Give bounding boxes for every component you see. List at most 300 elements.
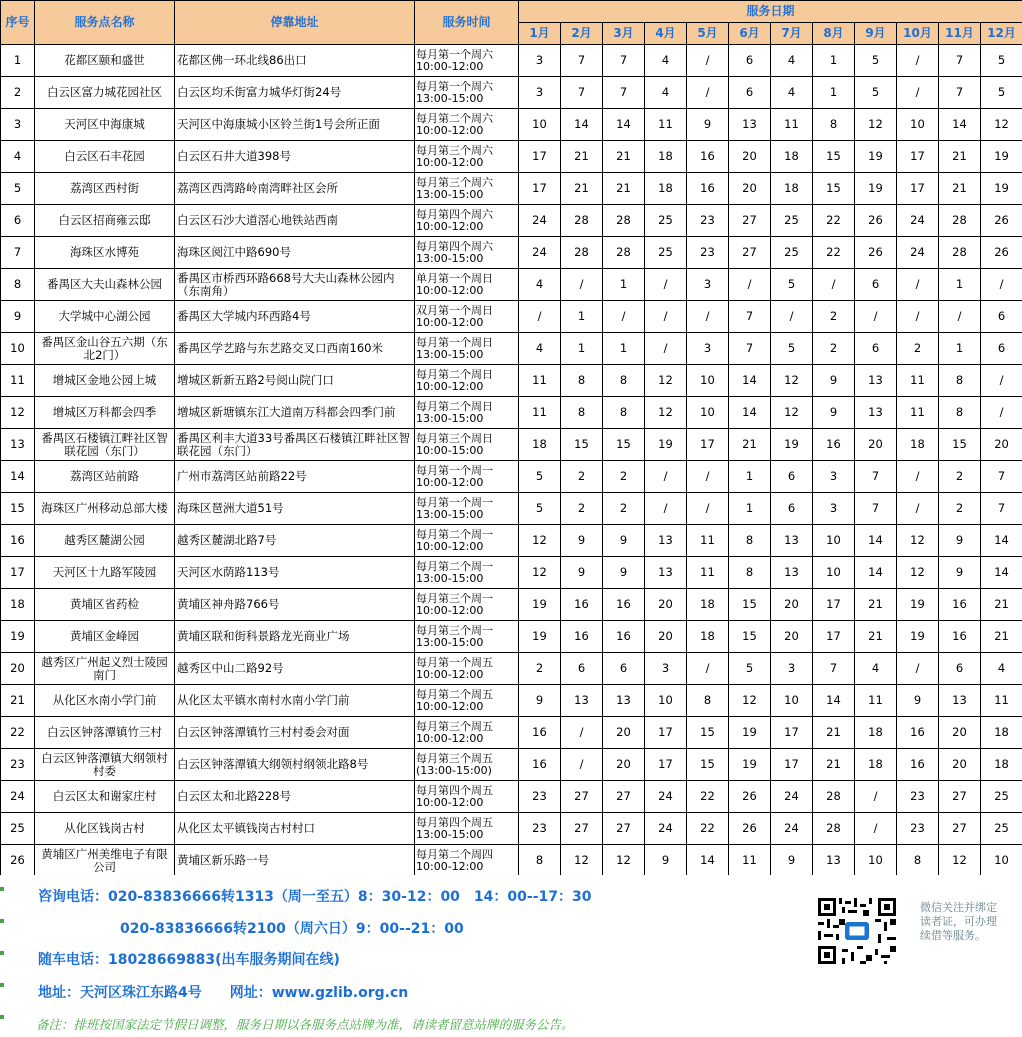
service-date-cell: 24 — [519, 205, 561, 237]
service-time: 每月第三个周一 10:00-12:00 — [415, 589, 519, 621]
row-seq: 4 — [1, 141, 35, 173]
service-date-cell: 28 — [939, 237, 981, 269]
service-date-cell: 27 — [561, 813, 603, 845]
service-date-cell: 13 — [603, 685, 645, 717]
service-date-cell: 13 — [771, 557, 813, 589]
service-date-cell: 21 — [813, 717, 855, 749]
header-address: 停靠地址 — [175, 1, 415, 45]
footer-info — [0, 875, 1022, 1037]
service-date-cell: 27 — [729, 237, 771, 269]
service-time: 每月第二个周日 10:00-12:00 — [415, 365, 519, 397]
consult-phone-weekend: 020-83836666转2100（周六日）9：00--21：00 — [120, 921, 464, 937]
service-date-cell: 23 — [897, 781, 939, 813]
service-date-cell: 12 — [519, 557, 561, 589]
table-row — [1, 493, 1022, 525]
bus-phone-label: 随车电话： — [38, 952, 108, 968]
station-name: 天河区中海康城 — [35, 109, 175, 141]
service-date-cell: 14 — [687, 845, 729, 877]
service-date-cell: 12 — [645, 365, 687, 397]
service-date-cell: 18 — [897, 429, 939, 461]
service-date-cell: 17 — [897, 141, 939, 173]
service-date-cell: 25 — [645, 237, 687, 269]
service-date-cell: 16 — [687, 173, 729, 205]
service-date-cell: 24 — [897, 237, 939, 269]
service-date-cell: 2 — [813, 301, 855, 333]
service-date-cell: 11 — [519, 365, 561, 397]
service-date-cell: 6 — [729, 45, 771, 77]
service-date-cell: 15 — [729, 589, 771, 621]
service-date-cell: 19 — [729, 717, 771, 749]
service-date-cell: 16 — [897, 749, 939, 781]
service-date-cell: 28 — [813, 813, 855, 845]
service-date-cell: 10 — [813, 557, 855, 589]
service-date-cell: 9 — [687, 109, 729, 141]
service-time: 每月第三个周六 13:00-15:00 — [415, 173, 519, 205]
service-date-cell: 7 — [603, 45, 645, 77]
service-date-cell: 27 — [561, 781, 603, 813]
bus-phone-line — [38, 949, 340, 969]
service-date-cell: 17 — [645, 717, 687, 749]
service-date-cell: 1 — [939, 333, 981, 365]
service-date-cell: 12 — [897, 525, 939, 557]
service-date-cell: 3 — [645, 653, 687, 685]
stop-address: 从化区太平镇水南村水南小学门前 — [175, 685, 415, 717]
station-name: 海珠区广州移动总部大楼 — [35, 493, 175, 525]
row-seq: 5 — [1, 173, 35, 205]
website-label: 网址： — [229, 985, 272, 1001]
service-date-cell: 13 — [939, 685, 981, 717]
station-name: 白云区富力城花园社区 — [35, 77, 175, 109]
stop-address: 从化区太平镇钱岗古村村口 — [175, 813, 415, 845]
service-date-cell: 7 — [855, 461, 897, 493]
service-date-cell: 3 — [519, 77, 561, 109]
service-date-cell: 26 — [855, 205, 897, 237]
service-date-cell: 17 — [519, 173, 561, 205]
green-mark — [0, 919, 4, 923]
service-date-cell: / — [939, 301, 981, 333]
service-date-cell: 14 — [855, 525, 897, 557]
service-date-cell: / — [897, 461, 939, 493]
service-date-cell: 15 — [729, 621, 771, 653]
header-seq: 序号 — [1, 1, 35, 45]
qr-code-icon — [818, 898, 896, 964]
service-date-cell: 9 — [645, 845, 687, 877]
service-date-cell: 10 — [645, 685, 687, 717]
stop-address: 越秀区麓湖北路7号 — [175, 525, 415, 557]
service-time: 每月第一个周日 13:00-15:00 — [415, 333, 519, 365]
service-date-cell: 14 — [855, 557, 897, 589]
header-month: 3月 — [603, 23, 645, 45]
service-date-cell: / — [687, 461, 729, 493]
stop-address: 越秀区中山二路92号 — [175, 653, 415, 685]
service-date-cell: 6 — [855, 269, 897, 301]
service-date-cell: 5 — [855, 77, 897, 109]
service-date-cell: 20 — [729, 173, 771, 205]
table-row — [1, 237, 1022, 269]
service-date-cell: 8 — [603, 365, 645, 397]
service-date-cell: / — [687, 653, 729, 685]
service-date-cell: 2 — [813, 333, 855, 365]
service-date-cell: 2 — [897, 333, 939, 365]
row-seq: 19 — [1, 621, 35, 653]
service-date-cell: 20 — [771, 621, 813, 653]
service-date-cell: 18 — [519, 429, 561, 461]
station-name: 白云区招商雍云邸 — [35, 205, 175, 237]
table-row — [1, 397, 1022, 429]
row-seq: 22 — [1, 717, 35, 749]
service-date-cell: / — [855, 301, 897, 333]
table-row — [1, 45, 1022, 77]
service-date-cell: 5 — [519, 461, 561, 493]
header-month: 11月 — [939, 23, 981, 45]
service-date-cell: 17 — [771, 717, 813, 749]
service-date-cell: 19 — [855, 173, 897, 205]
service-date-cell: / — [981, 269, 1022, 301]
service-time: 每月第二个周日 13:00-15:00 — [415, 397, 519, 429]
service-date-cell: 8 — [561, 397, 603, 429]
service-date-cell: 6 — [729, 77, 771, 109]
service-date-cell: / — [771, 301, 813, 333]
service-date-cell: 10 — [855, 845, 897, 877]
service-date-cell: 1 — [603, 269, 645, 301]
table-row — [1, 557, 1022, 589]
service-date-cell: / — [687, 45, 729, 77]
service-date-cell: 28 — [603, 205, 645, 237]
service-date-cell: 19 — [519, 589, 561, 621]
station-name: 白云区钟落潭镇大纲领村村委 — [35, 749, 175, 781]
service-date-cell: 21 — [603, 141, 645, 173]
table-body — [1, 45, 1022, 877]
service-date-cell: 8 — [813, 109, 855, 141]
header-month: 9月 — [855, 23, 897, 45]
service-date-cell: 18 — [771, 173, 813, 205]
service-date-cell: 5 — [855, 45, 897, 77]
service-date-cell: 28 — [939, 205, 981, 237]
service-date-cell: 10 — [981, 845, 1022, 877]
stop-address: 白云区太和北路228号 — [175, 781, 415, 813]
table-row — [1, 269, 1022, 301]
stop-address: 天河区水荫路113号 — [175, 557, 415, 589]
station-name: 增城区万科都会四季 — [35, 397, 175, 429]
service-date-cell: / — [687, 493, 729, 525]
header-month: 5月 — [687, 23, 729, 45]
service-date-cell: 28 — [561, 237, 603, 269]
service-date-cell: 1 — [561, 333, 603, 365]
row-seq: 24 — [1, 781, 35, 813]
station-name: 白云区钟落潭镇竹三村 — [35, 717, 175, 749]
service-date-cell: 2 — [939, 493, 981, 525]
row-seq: 18 — [1, 589, 35, 621]
service-date-cell: 7 — [939, 45, 981, 77]
consult-phone-label: 咨询电话： — [38, 889, 108, 905]
service-date-cell: / — [813, 269, 855, 301]
service-date-cell: / — [729, 269, 771, 301]
stop-address: 番禺区利丰大道33号番禺区石楼镇江畔社区智联花园（东门） — [175, 429, 415, 461]
service-date-cell: 24 — [519, 237, 561, 269]
service-date-cell: / — [897, 301, 939, 333]
service-date-cell: 20 — [855, 429, 897, 461]
table-row — [1, 653, 1022, 685]
table-row — [1, 205, 1022, 237]
service-date-cell: 12 — [981, 109, 1022, 141]
table-row — [1, 781, 1022, 813]
service-date-cell: 12 — [897, 557, 939, 589]
service-time: 每月第四个周五 13:00-15:00 — [415, 813, 519, 845]
consult-phone-weekday: 020-83836666转1313（周一至五）8：30-12：00 14：00--17：30 — [108, 889, 592, 905]
service-date-cell: 9 — [603, 557, 645, 589]
header-month: 1月 — [519, 23, 561, 45]
table-row — [1, 461, 1022, 493]
stop-address: 黄埔区新乐路一号 — [175, 845, 415, 877]
service-date-cell: 16 — [897, 717, 939, 749]
service-date-cell: 9 — [939, 557, 981, 589]
row-seq: 13 — [1, 429, 35, 461]
row-seq: 16 — [1, 525, 35, 557]
service-date-cell: 25 — [981, 813, 1022, 845]
green-mark — [0, 951, 4, 955]
table-header — [1, 1, 1022, 45]
service-date-cell: 5 — [981, 45, 1022, 77]
service-date-cell: / — [645, 301, 687, 333]
service-date-cell: 7 — [561, 77, 603, 109]
service-time: 每月第一个周六 13:00-15:00 — [415, 77, 519, 109]
service-date-cell: 3 — [771, 653, 813, 685]
station-name: 增城区金地公园上城 — [35, 365, 175, 397]
header-service-dates: 服务日期 — [519, 1, 1022, 23]
service-date-cell: 3 — [813, 493, 855, 525]
service-date-cell: / — [561, 749, 603, 781]
consult-phone-line — [38, 886, 591, 906]
service-date-cell: 9 — [603, 525, 645, 557]
service-date-cell: 6 — [981, 333, 1022, 365]
service-date-cell: 21 — [855, 621, 897, 653]
service-date-cell: 13 — [855, 365, 897, 397]
service-date-cell: 3 — [813, 461, 855, 493]
stop-address: 黄埔区联和街科景路龙光商业广场 — [175, 621, 415, 653]
service-date-cell: 9 — [813, 365, 855, 397]
service-date-cell: 4 — [771, 77, 813, 109]
service-time: 每月第三个周五 (13:00-15:00) — [415, 749, 519, 781]
service-date-cell: / — [561, 269, 603, 301]
service-date-cell: 1 — [561, 301, 603, 333]
service-date-cell: 18 — [687, 621, 729, 653]
service-date-cell: 16 — [603, 621, 645, 653]
row-seq: 11 — [1, 365, 35, 397]
website-link[interactable]: www.gzlib.org.cn — [271, 985, 409, 1001]
service-time: 每月第三个周日 10:00-15:00 — [415, 429, 519, 461]
service-date-cell: 20 — [771, 589, 813, 621]
stop-address: 白云区均禾街富力城华灯街24号 — [175, 77, 415, 109]
service-date-cell: 6 — [939, 653, 981, 685]
service-date-cell: 26 — [981, 237, 1022, 269]
service-date-cell: 19 — [897, 589, 939, 621]
service-date-cell: 16 — [687, 141, 729, 173]
service-date-cell: 16 — [519, 717, 561, 749]
service-date-cell: 8 — [729, 557, 771, 589]
service-date-cell: 1 — [729, 493, 771, 525]
service-date-cell: 5 — [771, 269, 813, 301]
service-date-cell: 6 — [855, 333, 897, 365]
service-date-cell: 21 — [813, 749, 855, 781]
stop-address: 海珠区阅江中路690号 — [175, 237, 415, 269]
service-date-cell: 20 — [603, 749, 645, 781]
service-date-cell: 24 — [645, 813, 687, 845]
row-seq: 8 — [1, 269, 35, 301]
row-seq: 1 — [1, 45, 35, 77]
service-date-cell: 1 — [939, 269, 981, 301]
service-time: 每月第二个周一 10:00-12:00 — [415, 525, 519, 557]
service-date-cell: 11 — [645, 109, 687, 141]
station-name: 天河区十九路军陵园 — [35, 557, 175, 589]
table-row — [1, 717, 1022, 749]
service-date-cell: 17 — [687, 429, 729, 461]
service-date-cell: 26 — [855, 237, 897, 269]
service-time: 每月第三个周五 10:00-12:00 — [415, 717, 519, 749]
station-name: 黄埔区省药检 — [35, 589, 175, 621]
service-date-cell: 5 — [771, 333, 813, 365]
service-date-cell: 1 — [813, 45, 855, 77]
service-date-cell: 20 — [645, 589, 687, 621]
service-date-cell: 6 — [771, 493, 813, 525]
service-date-cell: 17 — [645, 749, 687, 781]
service-date-cell: 13 — [771, 525, 813, 557]
service-time: 单月第一个周日 10:00-12:00 — [415, 269, 519, 301]
service-date-cell: 14 — [939, 109, 981, 141]
service-date-cell: 12 — [561, 845, 603, 877]
service-date-cell: 11 — [729, 845, 771, 877]
service-date-cell: 17 — [897, 173, 939, 205]
station-name: 从化区钱岗古村 — [35, 813, 175, 845]
service-date-cell: 17 — [813, 621, 855, 653]
service-date-cell: 12 — [771, 365, 813, 397]
service-date-cell: 4 — [645, 77, 687, 109]
service-date-cell: 18 — [855, 749, 897, 781]
service-date-cell: 14 — [813, 685, 855, 717]
stop-address: 花都区佛一环北线86出口 — [175, 45, 415, 77]
service-date-cell: / — [645, 493, 687, 525]
service-date-cell: 9 — [771, 845, 813, 877]
green-mark — [0, 983, 4, 987]
service-date-cell: 27 — [603, 813, 645, 845]
service-date-cell: 7 — [603, 77, 645, 109]
row-seq: 21 — [1, 685, 35, 717]
service-time: 每月第四个周五 10:00-12:00 — [415, 781, 519, 813]
service-date-cell: 14 — [981, 525, 1022, 557]
station-name: 黄埔区广州美维电子有限公司 — [35, 845, 175, 877]
stop-address: 白云区钟落潭镇大纲领村纲领北路8号 — [175, 749, 415, 781]
service-date-cell: 4 — [771, 45, 813, 77]
service-date-cell: 25 — [771, 205, 813, 237]
service-time: 每月第二个周一 13:00-15:00 — [415, 557, 519, 589]
service-date-cell: 15 — [603, 429, 645, 461]
service-date-cell: / — [561, 717, 603, 749]
row-seq: 26 — [1, 845, 35, 877]
service-date-cell: 4 — [519, 269, 561, 301]
header-name: 服务点名称 — [35, 1, 175, 45]
service-date-cell: 2 — [939, 461, 981, 493]
stop-address: 白云区石井大道398号 — [175, 141, 415, 173]
service-date-cell: 28 — [603, 237, 645, 269]
station-name: 白云区太和谢家庄村 — [35, 781, 175, 813]
service-date-cell: 9 — [561, 557, 603, 589]
service-date-cell: 21 — [939, 173, 981, 205]
service-date-cell: 15 — [813, 173, 855, 205]
service-date-cell: 1 — [813, 77, 855, 109]
station-name: 番禺区金山谷五六期（东北2门） — [35, 333, 175, 365]
service-date-cell: 25 — [981, 781, 1022, 813]
service-date-cell: 25 — [645, 205, 687, 237]
service-date-cell: 16 — [939, 621, 981, 653]
station-name: 番禺区大夫山森林公园 — [35, 269, 175, 301]
service-date-cell: 21 — [855, 589, 897, 621]
service-date-cell: 18 — [981, 749, 1022, 781]
service-date-cell: 24 — [645, 781, 687, 813]
service-time: 每月第二个周六 10:00-12:00 — [415, 109, 519, 141]
service-date-cell: 20 — [981, 429, 1022, 461]
green-mark — [0, 887, 4, 891]
service-date-cell: 9 — [897, 685, 939, 717]
service-date-cell: 15 — [687, 749, 729, 781]
service-date-cell: 6 — [981, 301, 1022, 333]
service-time: 每月第一个周五 10:00-12:00 — [415, 653, 519, 685]
service-date-cell: 18 — [771, 141, 813, 173]
service-date-cell: 10 — [519, 109, 561, 141]
service-date-cell: 26 — [729, 781, 771, 813]
service-time: 每月第三个周一 13:00-15:00 — [415, 621, 519, 653]
station-name: 越秀区广州起义烈士陵园南门 — [35, 653, 175, 685]
stop-address: 广州市荔湾区站前路22号 — [175, 461, 415, 493]
service-date-cell: 12 — [729, 685, 771, 717]
green-mark — [0, 1015, 4, 1019]
row-seq: 7 — [1, 237, 35, 269]
station-name: 越秀区麓湖公园 — [35, 525, 175, 557]
row-seq: 6 — [1, 205, 35, 237]
service-time: 双月第一个周日 10:00-12:00 — [415, 301, 519, 333]
service-date-cell: 7 — [561, 45, 603, 77]
header-month: 4月 — [645, 23, 687, 45]
service-date-cell: 27 — [939, 781, 981, 813]
header-month: 8月 — [813, 23, 855, 45]
service-date-cell: 19 — [981, 173, 1022, 205]
service-date-cell: 24 — [771, 781, 813, 813]
service-date-cell: 26 — [981, 205, 1022, 237]
service-date-cell: 12 — [771, 397, 813, 429]
station-name: 黄埔区金峰园 — [35, 621, 175, 653]
table-row — [1, 301, 1022, 333]
service-date-cell: 15 — [561, 429, 603, 461]
service-date-cell: 11 — [519, 397, 561, 429]
row-seq: 9 — [1, 301, 35, 333]
service-date-cell: 11 — [897, 365, 939, 397]
service-date-cell: 15 — [687, 717, 729, 749]
service-date-cell: 4 — [645, 45, 687, 77]
service-date-cell: / — [897, 269, 939, 301]
service-date-cell: 20 — [645, 621, 687, 653]
service-date-cell: 1 — [729, 461, 771, 493]
header-month: 10月 — [897, 23, 939, 45]
service-date-cell: 12 — [519, 525, 561, 557]
stop-address: 增城区新塘镇东江大道南万科都会四季门前 — [175, 397, 415, 429]
service-date-cell: 16 — [939, 589, 981, 621]
service-time: 每月第一个周一 13:00-15:00 — [415, 493, 519, 525]
row-seq: 23 — [1, 749, 35, 781]
table-row — [1, 813, 1022, 845]
service-date-cell: 20 — [939, 749, 981, 781]
station-name: 从化区水南小学门前 — [35, 685, 175, 717]
table-row — [1, 685, 1022, 717]
service-date-cell: 23 — [897, 813, 939, 845]
service-date-cell: 9 — [813, 397, 855, 429]
